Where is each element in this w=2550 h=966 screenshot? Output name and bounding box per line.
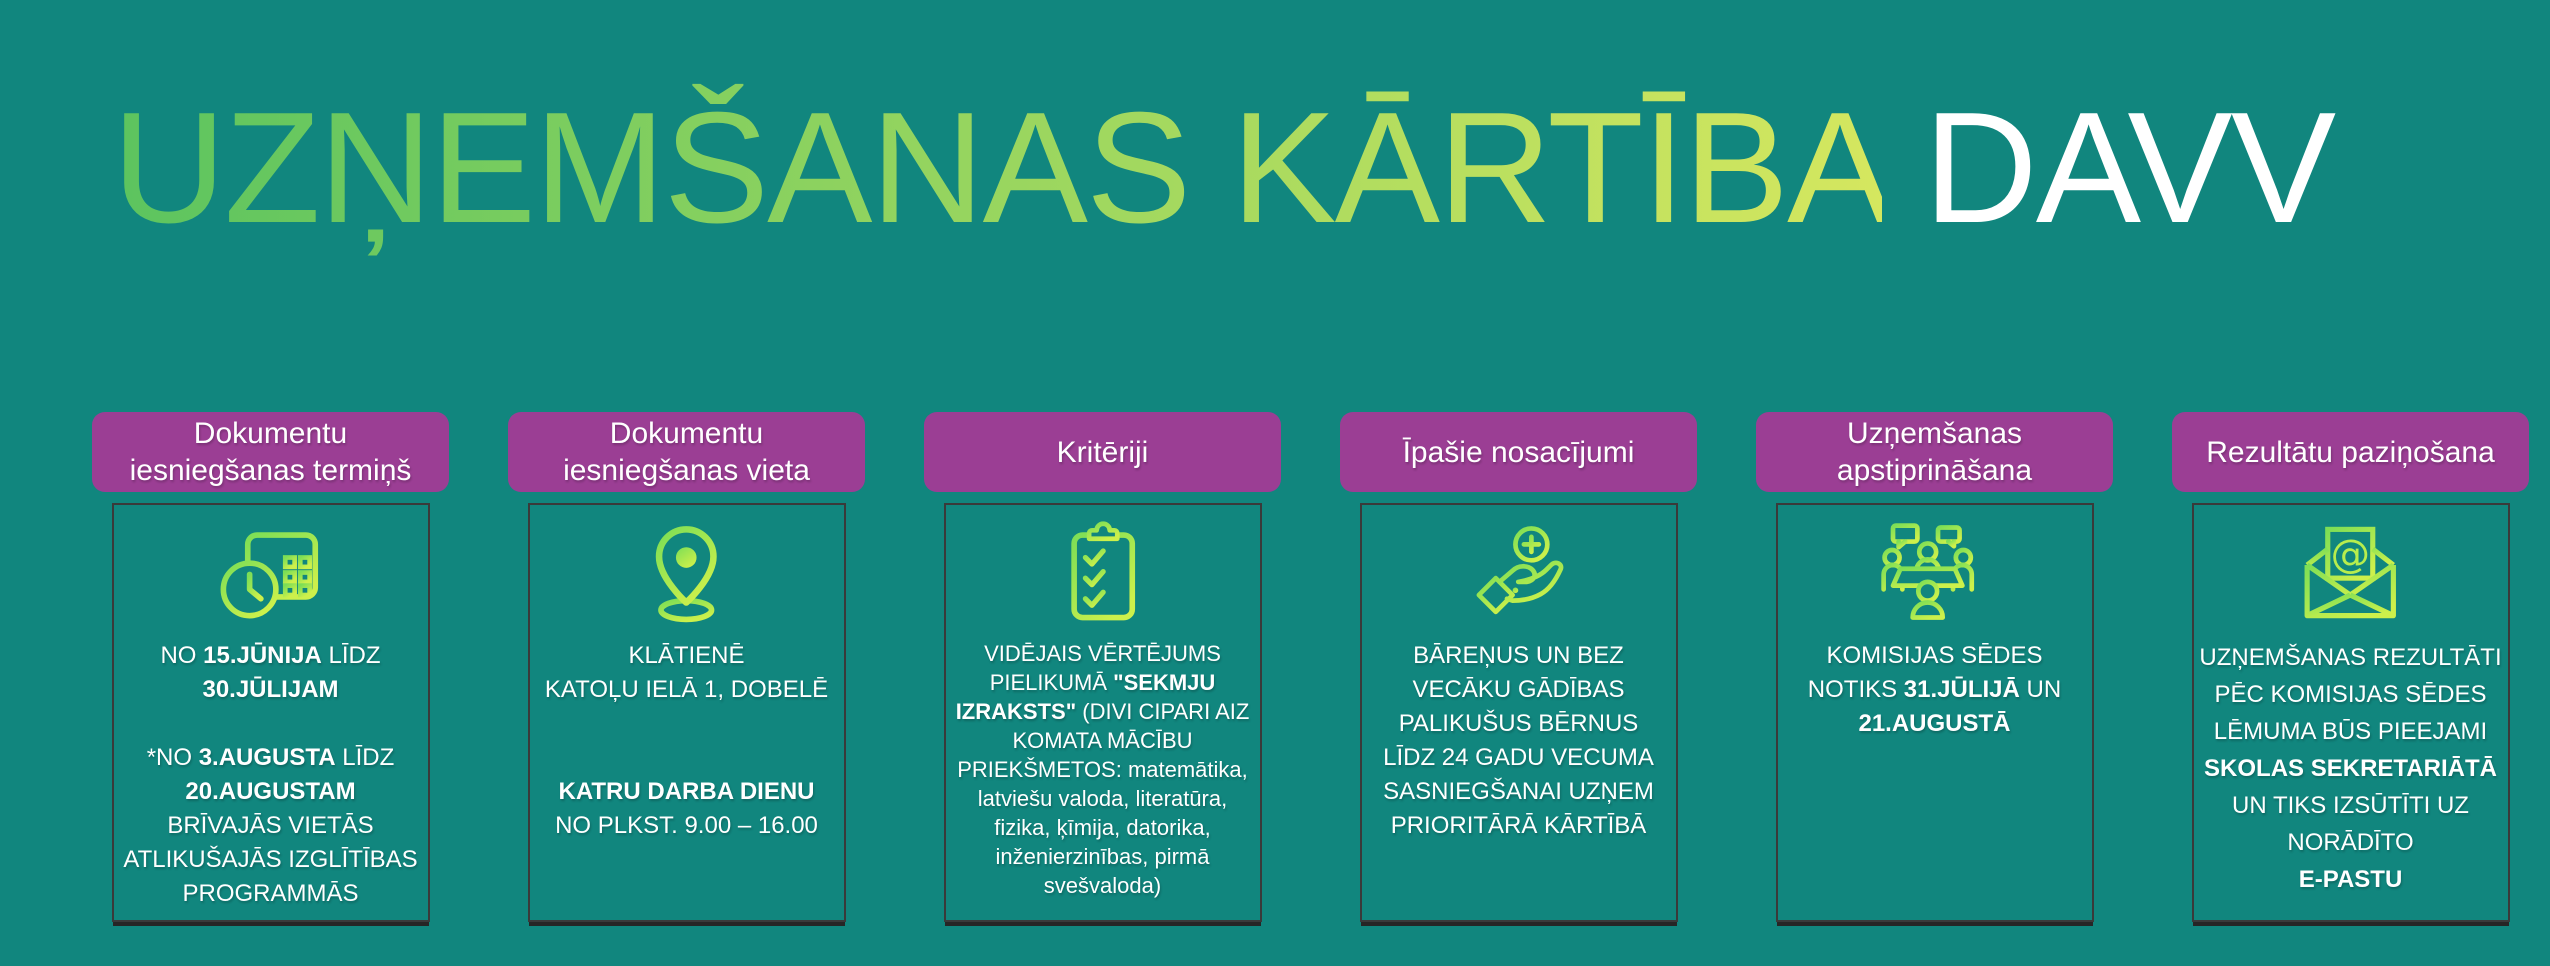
text-line (1362, 639, 1676, 673)
text-line (1778, 639, 2092, 673)
text-segment: PRIORITĀRĀ KĀRTĪBĀ (1390, 812, 1647, 839)
text-line (1362, 775, 1676, 809)
text-line (114, 707, 428, 741)
text-segment: "SEKMJU (1113, 670, 1216, 695)
info-card (1360, 503, 1678, 922)
column-results-announcement (2172, 412, 2529, 922)
text-line (1778, 707, 2092, 741)
text-line (114, 809, 428, 843)
text-segment: NO (160, 642, 204, 669)
header-pill (508, 412, 865, 492)
text-segment: svešvaloda) (1043, 873, 1162, 898)
text-segment: 31.JŪLIJĀ (1903, 676, 2020, 703)
card-text (1778, 639, 2092, 741)
text-line (946, 726, 1260, 755)
info-card (112, 503, 430, 922)
title-suffix: DAVV (1881, 80, 2335, 256)
text-segment: VECĀKU GĀDĪBAS (1412, 676, 1625, 703)
text-line (946, 755, 1260, 784)
text-line (114, 639, 428, 673)
text-segment: 21.AUGUSTĀ (1858, 710, 2011, 737)
text-segment: inženierzinības, pirmā (995, 844, 1210, 869)
text-line (114, 843, 428, 877)
location-pin-icon (530, 520, 844, 625)
text-segment: BRĪVAJĀS VIETĀS (167, 812, 374, 839)
column-submission-deadline (92, 412, 449, 922)
column-admission-approval (1756, 412, 2113, 922)
text-segment: PRIEKŠMETOS: matemātika, (957, 757, 1248, 782)
text-segment: KATOĻU IELĀ 1, DOBELĒ (544, 676, 829, 703)
text-line (946, 813, 1260, 842)
text-line (2194, 787, 2508, 824)
text-segment: UZŅEMŠANAS REZULTĀTI (2199, 644, 2502, 671)
clipboard-checklist-icon (946, 520, 1260, 625)
text-segment: (DIVI CIPARI AIZ (1076, 699, 1250, 724)
info-card (944, 503, 1262, 922)
text-line (946, 784, 1260, 813)
text-line (1362, 673, 1676, 707)
text-segment: LĪDZ 24 GADU VECUMA (1383, 744, 1654, 771)
text-line (114, 741, 428, 775)
email-envelope-icon (2194, 520, 2508, 625)
calendar-clock-icon (114, 520, 428, 625)
header-pill (924, 412, 1281, 492)
text-line (946, 697, 1260, 726)
text-segment: 3.AUGUSTA (198, 744, 336, 771)
column-submission-place (508, 412, 865, 922)
text-segment: ATLIKUŠAJĀS IZGLĪTĪBAS (123, 846, 418, 873)
card-text (114, 639, 428, 911)
header-label: Dokumentu (193, 417, 348, 450)
text-line (946, 842, 1260, 871)
text-segment: LĪDZ (321, 642, 381, 669)
title-main: UZŅEMŠANAS KĀRTĪBA (112, 80, 1882, 256)
text-segment: 15.JŪNIJA (203, 642, 322, 669)
info-card (528, 503, 846, 922)
text-segment: PIELIKUMĀ (989, 670, 1114, 695)
hand-plus-icon (1362, 520, 1676, 625)
header-label: iesniegšanas vieta (563, 454, 810, 487)
text-segment: fizika, ķīmija, datorika, (994, 815, 1211, 840)
text-segment: PĒC KOMISIJAS SĒDES (2214, 681, 2487, 708)
text-line (530, 741, 844, 775)
header-pill (2172, 412, 2529, 492)
text-line (530, 639, 844, 673)
text-segment: 20.AUGUSTAM (185, 778, 356, 805)
text-line (2194, 824, 2508, 861)
svg-text:@: @ (2330, 530, 2371, 577)
text-line (1362, 809, 1676, 843)
column-special-conditions (1340, 412, 1697, 922)
text-line (946, 668, 1260, 697)
committee-meeting-icon (1778, 520, 2092, 625)
text-segment: UN (2019, 676, 2062, 703)
text-segment: PROGRAMMĀS (182, 880, 359, 907)
text-segment: UN TIKS IZSŪTĪTI UZ (2232, 792, 2469, 819)
text-line (2194, 713, 2508, 750)
info-card (1776, 503, 2094, 922)
card-text (2194, 639, 2508, 898)
text-line (530, 809, 844, 843)
text-line (2194, 861, 2508, 898)
text-line (114, 877, 428, 911)
columns-row (92, 412, 2529, 922)
info-card (2192, 503, 2510, 922)
text-segment: latviešu valoda, literatūra, (977, 786, 1228, 811)
header-pill (1340, 412, 1697, 492)
text-line (114, 673, 428, 707)
header-label: Rezultātu paziņošana (2206, 435, 2495, 469)
text-line (530, 775, 844, 809)
text-line (946, 639, 1260, 668)
text-segment: BĀREŅUS UN BEZ (1413, 642, 1624, 669)
text-line (530, 673, 844, 707)
text-segment: KATRU DARBA DIENU (558, 778, 815, 805)
text-segment: NORĀDĪTO (2287, 829, 2414, 856)
text-line (530, 707, 844, 741)
text-line (1362, 707, 1676, 741)
text-line (1778, 673, 2092, 707)
text-segment: E-PASTU (2298, 866, 2403, 893)
text-segment: PALIKUŠUS BĒRNUS (1398, 710, 1639, 737)
text-line (1362, 741, 1676, 775)
text-segment: IZRAKSTS" (955, 699, 1077, 724)
text-line (2194, 639, 2508, 676)
text-line (946, 871, 1260, 900)
header-label: iesniegšanas termiņš (129, 454, 412, 487)
header-label: Īpašie nosacījumi (1402, 435, 1635, 469)
header-label: Uzņemšanas (1846, 417, 2023, 450)
card-text (1362, 639, 1676, 843)
text-segment: KLĀTIENĒ (628, 642, 745, 669)
text-segment: SKOLAS SEKRETARIĀTĀ (2204, 755, 2497, 782)
text-line (2194, 676, 2508, 713)
text-segment: *NO (146, 744, 199, 771)
card-text (530, 639, 844, 843)
page-title (112, 78, 2334, 259)
header-pill (1756, 412, 2113, 492)
header-pill (92, 412, 449, 492)
text-line (114, 775, 428, 809)
text-segment: 30.JŪLIJAM (202, 676, 339, 703)
text-segment: KOMISIJAS SĒDES (1826, 642, 2043, 669)
header-label: Kritēriji (1056, 435, 1149, 469)
header-label: apstiprināšana (1836, 454, 2033, 487)
text-segment: SASNIEGŠANAI UZŅEM (1383, 778, 1654, 805)
card-text (946, 639, 1260, 900)
column-criteria (924, 412, 1281, 922)
text-line (2194, 750, 2508, 787)
text-segment: NO PLKST. 9.00 – 16.00 (555, 812, 818, 839)
text-segment: KOMATA MĀCĪBU (1012, 728, 1193, 753)
text-segment: LĪDZ (335, 744, 395, 771)
text-segment: VIDĒJAIS VĒRTĒJUMS (984, 641, 1221, 666)
text-segment: NOTIKS (1807, 676, 1904, 703)
header-label: Dokumentu (609, 417, 764, 450)
text-segment: LĒMUMA BŪS PIEEJAMI (2213, 718, 2488, 745)
